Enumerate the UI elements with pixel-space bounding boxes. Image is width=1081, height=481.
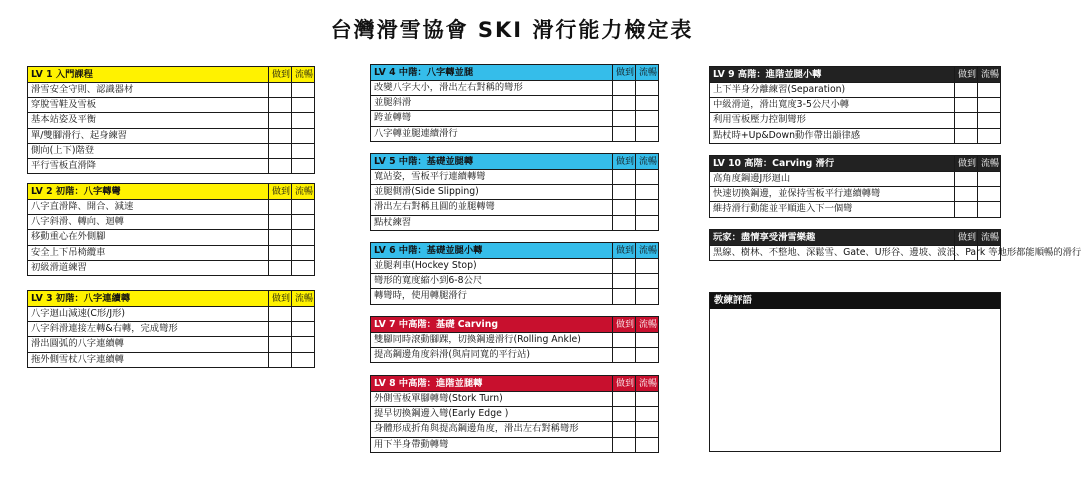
lv7-section [370,316,659,363]
player-header: 玩家：盡情享受滑雪樂趣 [710,230,955,246]
smooth-column-header: 流暢 [978,230,1001,246]
table-row [28,158,315,173]
smooth-checkbox[interactable] [636,259,659,274]
table-row [371,111,659,126]
skill-item: 雙腳同時滾動腳踝，切換鋼邊滑行(Rolling Ankle) [371,333,613,348]
lv3-header: LV 3 初階：八字連續轉 [28,291,269,307]
smooth-checkbox[interactable] [292,245,315,260]
skill-item: 外側雪板單腳轉彎(Stork Turn) [371,392,613,407]
table-row [28,245,315,260]
skill-item: 穿脫雪鞋及雪板 [28,98,269,113]
done-checkbox[interactable] [269,98,292,113]
skill-item: 彎形的寬度縮小到6-8公尺 [371,274,613,289]
done-column-header: 做到 [955,156,978,172]
lv2-section [27,183,315,276]
lv7-header: LV 7 中高階：基礎 Carving [371,317,613,333]
done-checkbox[interactable] [613,422,636,437]
table-row [28,230,315,245]
skill-item: 滑出圓弧的八字連續轉 [28,337,269,352]
smooth-checkbox[interactable] [292,98,315,113]
table-row [371,348,659,363]
done-checkbox[interactable] [613,392,636,407]
table-row [710,172,1001,187]
done-checkbox[interactable] [955,98,978,113]
table-row [710,187,1001,202]
smooth-checkbox[interactable] [292,158,315,173]
skill-item: 黑線、樹林、不整地、深鬆雪、Gate、U形谷、邊坡、波浪、Park 等地形都能順暢的滑行 [710,246,955,261]
smooth-checkbox[interactable] [636,111,659,126]
smooth-checkbox[interactable] [292,352,315,367]
table-row [371,215,659,230]
lv2-header: LV 2 初階：八字轉彎 [28,184,269,200]
skill-item: 點杖練習 [371,215,613,230]
done-column-header: 做到 [269,184,292,200]
lv10-section [709,155,1001,218]
done-checkbox[interactable] [613,96,636,111]
smooth-checkbox[interactable] [636,215,659,230]
done-checkbox[interactable] [269,245,292,260]
lv4-header: LV 4 中階：八字轉並腿 [371,65,613,81]
skill-item: 利用雪板壓力控制彎形 [710,113,955,128]
lv5-section [370,153,659,231]
done-checkbox[interactable] [613,126,636,141]
skill-item: 八字迴山減速(C形/J形) [28,307,269,322]
smooth-checkbox[interactable] [636,274,659,289]
table-row [371,185,659,200]
skill-item: 維持滑行動能並平順進入下一個彎 [710,202,955,217]
table-row [710,202,1001,217]
smooth-checkbox[interactable] [636,185,659,200]
skill-item: 並腿斜滑 [371,96,613,111]
skill-item: 單/雙腳滑行、起身練習 [28,128,269,143]
done-checkbox[interactable] [955,128,978,143]
lv8-section [370,375,659,453]
smooth-column-header: 流暢 [636,317,659,333]
smooth-checkbox[interactable] [636,126,659,141]
smooth-checkbox[interactable] [636,289,659,304]
lv10-header: LV 10 高階：Carving 滑行 [710,156,955,172]
done-checkbox[interactable] [955,172,978,187]
smooth-checkbox[interactable] [292,200,315,215]
skill-item: 初級滑道練習 [28,260,269,275]
done-checkbox[interactable] [269,307,292,322]
skill-item: 滑出左右對稱且圓的並腿轉彎 [371,200,613,215]
table-row [710,246,1001,261]
skill-item: 八字轉並腿連續滑行 [371,126,613,141]
smooth-checkbox[interactable] [978,113,1001,128]
skill-item: 用下半身帶動轉彎 [371,437,613,452]
skill-item: 點杖時+Up&Down動作帶出韻律感 [710,128,955,143]
smooth-checkbox[interactable] [978,172,1001,187]
done-checkbox[interactable] [613,215,636,230]
smooth-checkbox[interactable] [636,333,659,348]
smooth-checkbox[interactable] [292,337,315,352]
done-checkbox[interactable] [269,260,292,275]
table-row [371,422,659,437]
done-checkbox[interactable] [269,128,292,143]
done-checkbox[interactable] [613,333,636,348]
lv1-section [27,66,315,174]
smooth-checkbox[interactable] [636,170,659,185]
table-row [710,113,1001,128]
done-column-header: 做到 [613,154,636,170]
lv3-section [27,290,315,368]
skill-item: 高角度鋼邊J形迴山 [710,172,955,187]
done-checkbox[interactable] [613,200,636,215]
smooth-checkbox[interactable] [636,200,659,215]
table-row [28,322,315,337]
smooth-checkbox[interactable] [292,128,315,143]
done-checkbox[interactable] [613,170,636,185]
done-checkbox[interactable] [613,81,636,96]
smooth-column-header: 流暢 [636,376,659,392]
table-row [710,83,1001,98]
lv5-header: LV 5 中階：基礎並腿轉 [371,154,613,170]
smooth-column-header: 流暢 [292,184,315,200]
done-checkbox[interactable] [955,187,978,202]
table-row [28,143,315,158]
table-row [371,96,659,111]
table-row [371,392,659,407]
skill-item: 安全上下吊椅纜車 [28,245,269,260]
smooth-checkbox[interactable] [636,407,659,422]
skill-item: 移動重心在外側腳 [28,230,269,245]
smooth-column-header: 流暢 [636,65,659,81]
player-section [709,229,1081,261]
done-column-header: 做到 [613,65,636,81]
skill-item: 拖外側雪杖八字連續轉 [28,352,269,367]
table-row [28,352,315,367]
coach-comment-header: 教練評語 [710,293,1000,309]
smooth-checkbox[interactable] [978,98,1001,113]
smooth-checkbox[interactable] [292,322,315,337]
skill-item: 並腿側滑(Side Slipping) [371,185,613,200]
done-checkbox[interactable] [269,158,292,173]
smooth-column-header: 流暢 [636,154,659,170]
done-checkbox[interactable] [613,111,636,126]
skill-item: 提高鋼邊角度斜滑(與肩同寬的平行站) [371,348,613,363]
table-row [28,98,315,113]
smooth-checkbox[interactable] [636,422,659,437]
done-checkbox[interactable] [955,202,978,217]
table-row [28,83,315,98]
done-column-header: 做到 [955,230,978,246]
table-row [28,260,315,275]
smooth-checkbox[interactable] [978,187,1001,202]
table-row [371,437,659,452]
skill-item: 八字直滑降、開合、減速 [28,200,269,215]
skill-item: 身體形成折角與提高鋼邊角度，滑出左右對稱彎形 [371,422,613,437]
table-row [371,333,659,348]
skill-item: 滑雪安全守則、認識器材 [28,83,269,98]
smooth-checkbox[interactable] [292,307,315,322]
done-column-header: 做到 [955,67,978,83]
table-row [28,307,315,322]
table-row [371,259,659,274]
done-checkbox[interactable] [613,437,636,452]
skill-item: 中級滑道，滑出寬度3-5公尺小轉 [710,98,955,113]
lv6-section [370,242,659,305]
done-checkbox[interactable] [269,352,292,367]
smooth-column-header: 流暢 [978,156,1001,172]
table-row [28,337,315,352]
skill-item: 基本站姿及平衡 [28,113,269,128]
smooth-checkbox[interactable] [636,348,659,363]
smooth-checkbox[interactable] [636,81,659,96]
done-checkbox[interactable] [269,230,292,245]
skill-item: 提早切換鋼邊入彎(Early Edge ) [371,407,613,422]
smooth-checkbox[interactable] [636,392,659,407]
smooth-checkbox[interactable] [292,215,315,230]
table-row [28,128,315,143]
done-checkbox[interactable] [269,143,292,158]
table-row [28,200,315,215]
done-column-header: 做到 [269,67,292,83]
done-checkbox[interactable] [269,200,292,215]
smooth-checkbox[interactable] [292,260,315,275]
done-checkbox[interactable] [613,274,636,289]
table-row [371,407,659,422]
coach-comment-box[interactable] [709,292,1001,452]
lv8-header: LV 8 中高階：進階並腿轉 [371,376,613,392]
smooth-checkbox[interactable] [636,437,659,452]
smooth-column-header: 流暢 [636,243,659,259]
lv4-section [370,64,659,142]
table-row [710,98,1001,113]
skill-item: 八字斜滑連接左轉&右轉，完成彎形 [28,322,269,337]
done-checkbox[interactable] [269,83,292,98]
skill-item: 改變八字大小，滑出左右對稱的彎形 [371,81,613,96]
smooth-column-header: 流暢 [292,67,315,83]
done-checkbox[interactable] [613,289,636,304]
done-checkbox[interactable] [613,348,636,363]
done-checkbox[interactable] [269,113,292,128]
table-row [371,126,659,141]
table-row [371,170,659,185]
smooth-checkbox[interactable] [292,230,315,245]
table-row [28,113,315,128]
smooth-checkbox[interactable] [978,202,1001,217]
smooth-checkbox[interactable] [292,83,315,98]
page-title: 台灣滑雪協會 SKI 滑行能力檢定表 [330,18,694,42]
table-row [710,128,1001,143]
skill-item: 平行雪板直滑降 [28,158,269,173]
skill-item: 側向(上下)階登 [28,143,269,158]
done-checkbox[interactable] [269,215,292,230]
lv1-header: LV 1 入門課程 [28,67,269,83]
done-checkbox[interactable] [269,322,292,337]
smooth-checkbox[interactable] [978,83,1001,98]
done-checkbox[interactable] [613,407,636,422]
done-column-header: 做到 [613,317,636,333]
table-row [28,215,315,230]
done-checkbox[interactable] [269,337,292,352]
done-checkbox[interactable] [955,83,978,98]
skill-item: 快速切換鋼邊，並保持雪板平行連續轉彎 [710,187,955,202]
done-checkbox[interactable] [955,113,978,128]
lv6-header: LV 6 中階：基礎並腿小轉 [371,243,613,259]
lv9-section [709,66,1001,144]
smooth-checkbox[interactable] [292,113,315,128]
skill-item: 轉彎時，使用轉腿滑行 [371,289,613,304]
table-row [371,81,659,96]
lv9-header: LV 9 高階：進階並腿小轉 [710,67,955,83]
smooth-checkbox[interactable] [978,128,1001,143]
done-checkbox[interactable] [613,259,636,274]
table-row [371,289,659,304]
done-column-header: 做到 [613,243,636,259]
done-checkbox[interactable] [613,185,636,200]
done-column-header: 做到 [269,291,292,307]
table-row [371,274,659,289]
done-column-header: 做到 [613,376,636,392]
smooth-column-header: 流暢 [978,67,1001,83]
skill-item: 跨並轉彎 [371,111,613,126]
skill-item: 並腿剎車(Hockey Stop) [371,259,613,274]
smooth-checkbox[interactable] [292,143,315,158]
smooth-checkbox[interactable] [636,96,659,111]
skill-item: 八字斜滑、轉向、迴轉 [28,215,269,230]
smooth-column-header: 流暢 [292,291,315,307]
skill-item: 寬站姿，雪板平行連續轉彎 [371,170,613,185]
table-row [371,200,659,215]
skill-item: 上下半身分離練習(Separation) [710,83,955,98]
